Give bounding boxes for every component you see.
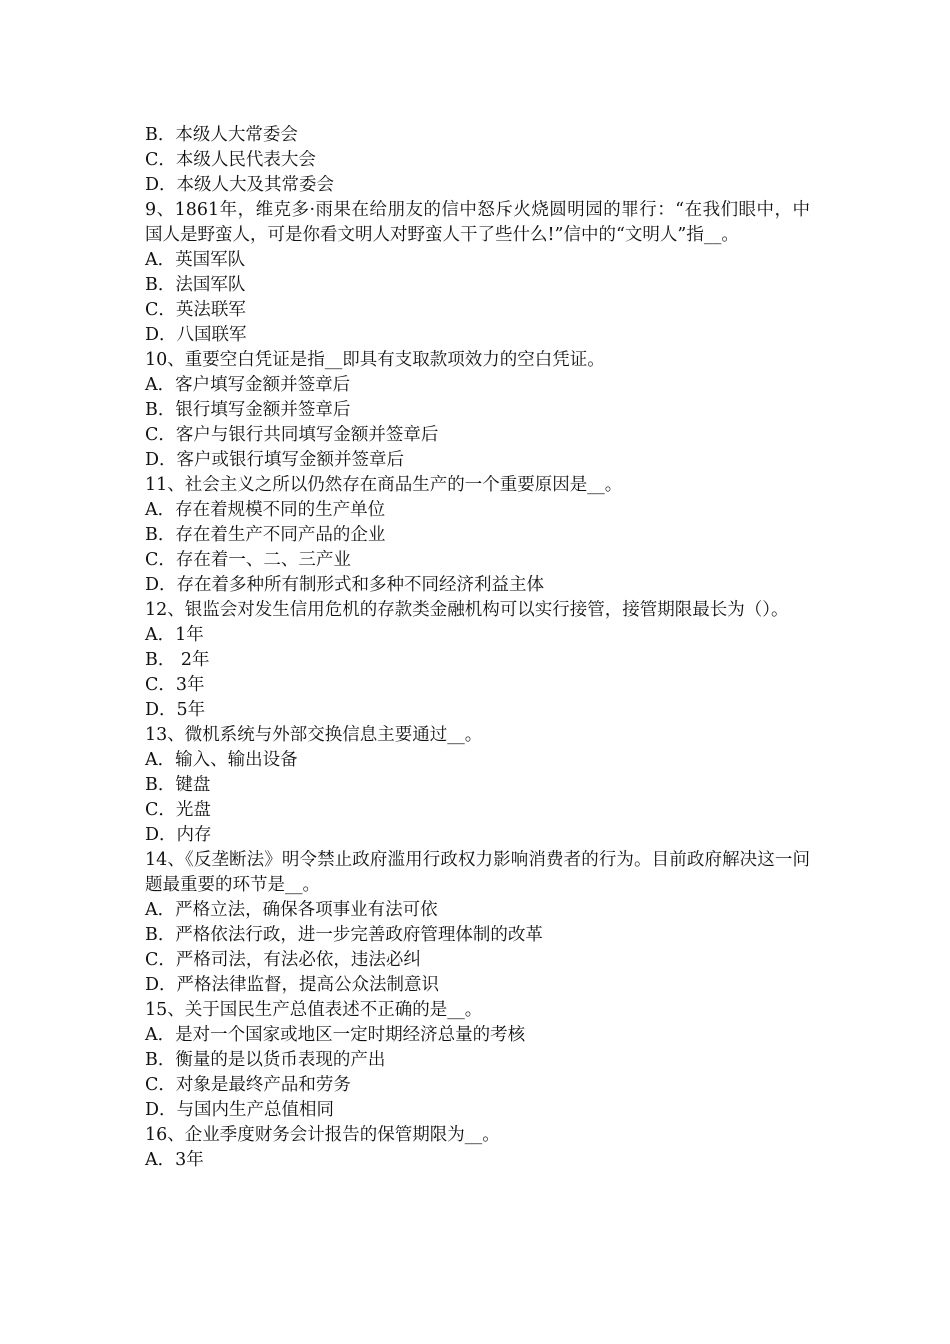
option-line: B．衡量的是以货币表现的产出: [145, 1050, 386, 1070]
question-11: 11、社会主义之所以仍然存在商品生产的一个重要原因是__。: [145, 475, 623, 495]
question-12: 12、银监会对发生信用危机的存款类金融机构可以实行接管，接管期限最长为（）。: [145, 600, 789, 620]
question-14: 14、《反垄断法》明令禁止政府滥用行政权力影响消费者的行为。目前政府解决这一问题最重要的环节是__。: [145, 850, 810, 895]
question-16: 16、企业季度财务会计报告的保管期限为__。: [145, 1125, 500, 1145]
option-line: D．与国内生产总值相同: [145, 1100, 335, 1120]
option-line: D．本级人大及其常委会: [145, 175, 335, 195]
option-line: C．英法联军: [145, 300, 246, 320]
option-line: C．客户与银行共同填写金额并签章后: [145, 425, 439, 445]
question-13: 13、微机系统与外部交换信息主要通过__。: [145, 725, 483, 745]
option-line: A．是对一个国家或地区一定时期经济总量的考核: [145, 1025, 526, 1045]
question-9: 9、1861年，维克多·雨果在给朋友的信中怒斥火烧圆明园的罪行：“在我们眼中，中国人是野蛮人，可是你看文明人对野蛮人干了些什么!”信中的“文明人”指__。: [145, 200, 810, 245]
option-line: D．八国联军: [145, 325, 247, 345]
option-line: D．5年: [145, 700, 206, 720]
option-line: C．3年: [145, 675, 205, 695]
option-line: D．客户或银行填写金额并签章后: [145, 450, 405, 470]
option-line: D．存在着多种所有制形式和多种不同经济利益主体: [145, 575, 545, 595]
question-10: 10、重要空白凭证是指__即具有支取款项效力的空白凭证。: [145, 350, 605, 370]
option-line: D．严格法律监督，提高公众法制意识: [145, 975, 440, 995]
option-line: C．光盘: [145, 800, 211, 820]
option-line: A．严格立法，确保各项事业有法可依: [145, 900, 438, 920]
option-line: D．内存: [145, 825, 212, 845]
option-line: B．本级人大常委会: [145, 125, 298, 145]
option-line: C．本级人民代表大会: [145, 150, 316, 170]
option-line: B．键盘: [145, 775, 211, 795]
option-line: A．1年: [145, 625, 204, 645]
document-body: [145, 123, 810, 1173]
option-line: C．对象是最终产品和劳务: [145, 1075, 351, 1095]
option-line: A．英国军队: [145, 250, 246, 270]
option-line: C．存在着一、二、三产业: [145, 550, 351, 570]
option-line: B．银行填写金额并签章后: [145, 400, 351, 420]
option-line: B． 2年: [145, 650, 210, 670]
option-line: A．存在着规模不同的生产单位: [145, 500, 386, 520]
option-line: A．输入、输出设备: [145, 750, 298, 770]
option-line: A．3年: [145, 1150, 204, 1170]
question-15: 15、关于国民生产总值表述不正确的是__。: [145, 1000, 483, 1020]
option-line: B．严格依法行政，进一步完善政府管理体制的改革: [145, 925, 543, 945]
option-line: B．法国军队: [145, 275, 246, 295]
option-line: A．客户填写金额并签章后: [145, 375, 351, 395]
option-line: B．存在着生产不同产品的企业: [145, 525, 386, 545]
option-line: C．严格司法，有法必依，违法必纠: [145, 950, 421, 970]
